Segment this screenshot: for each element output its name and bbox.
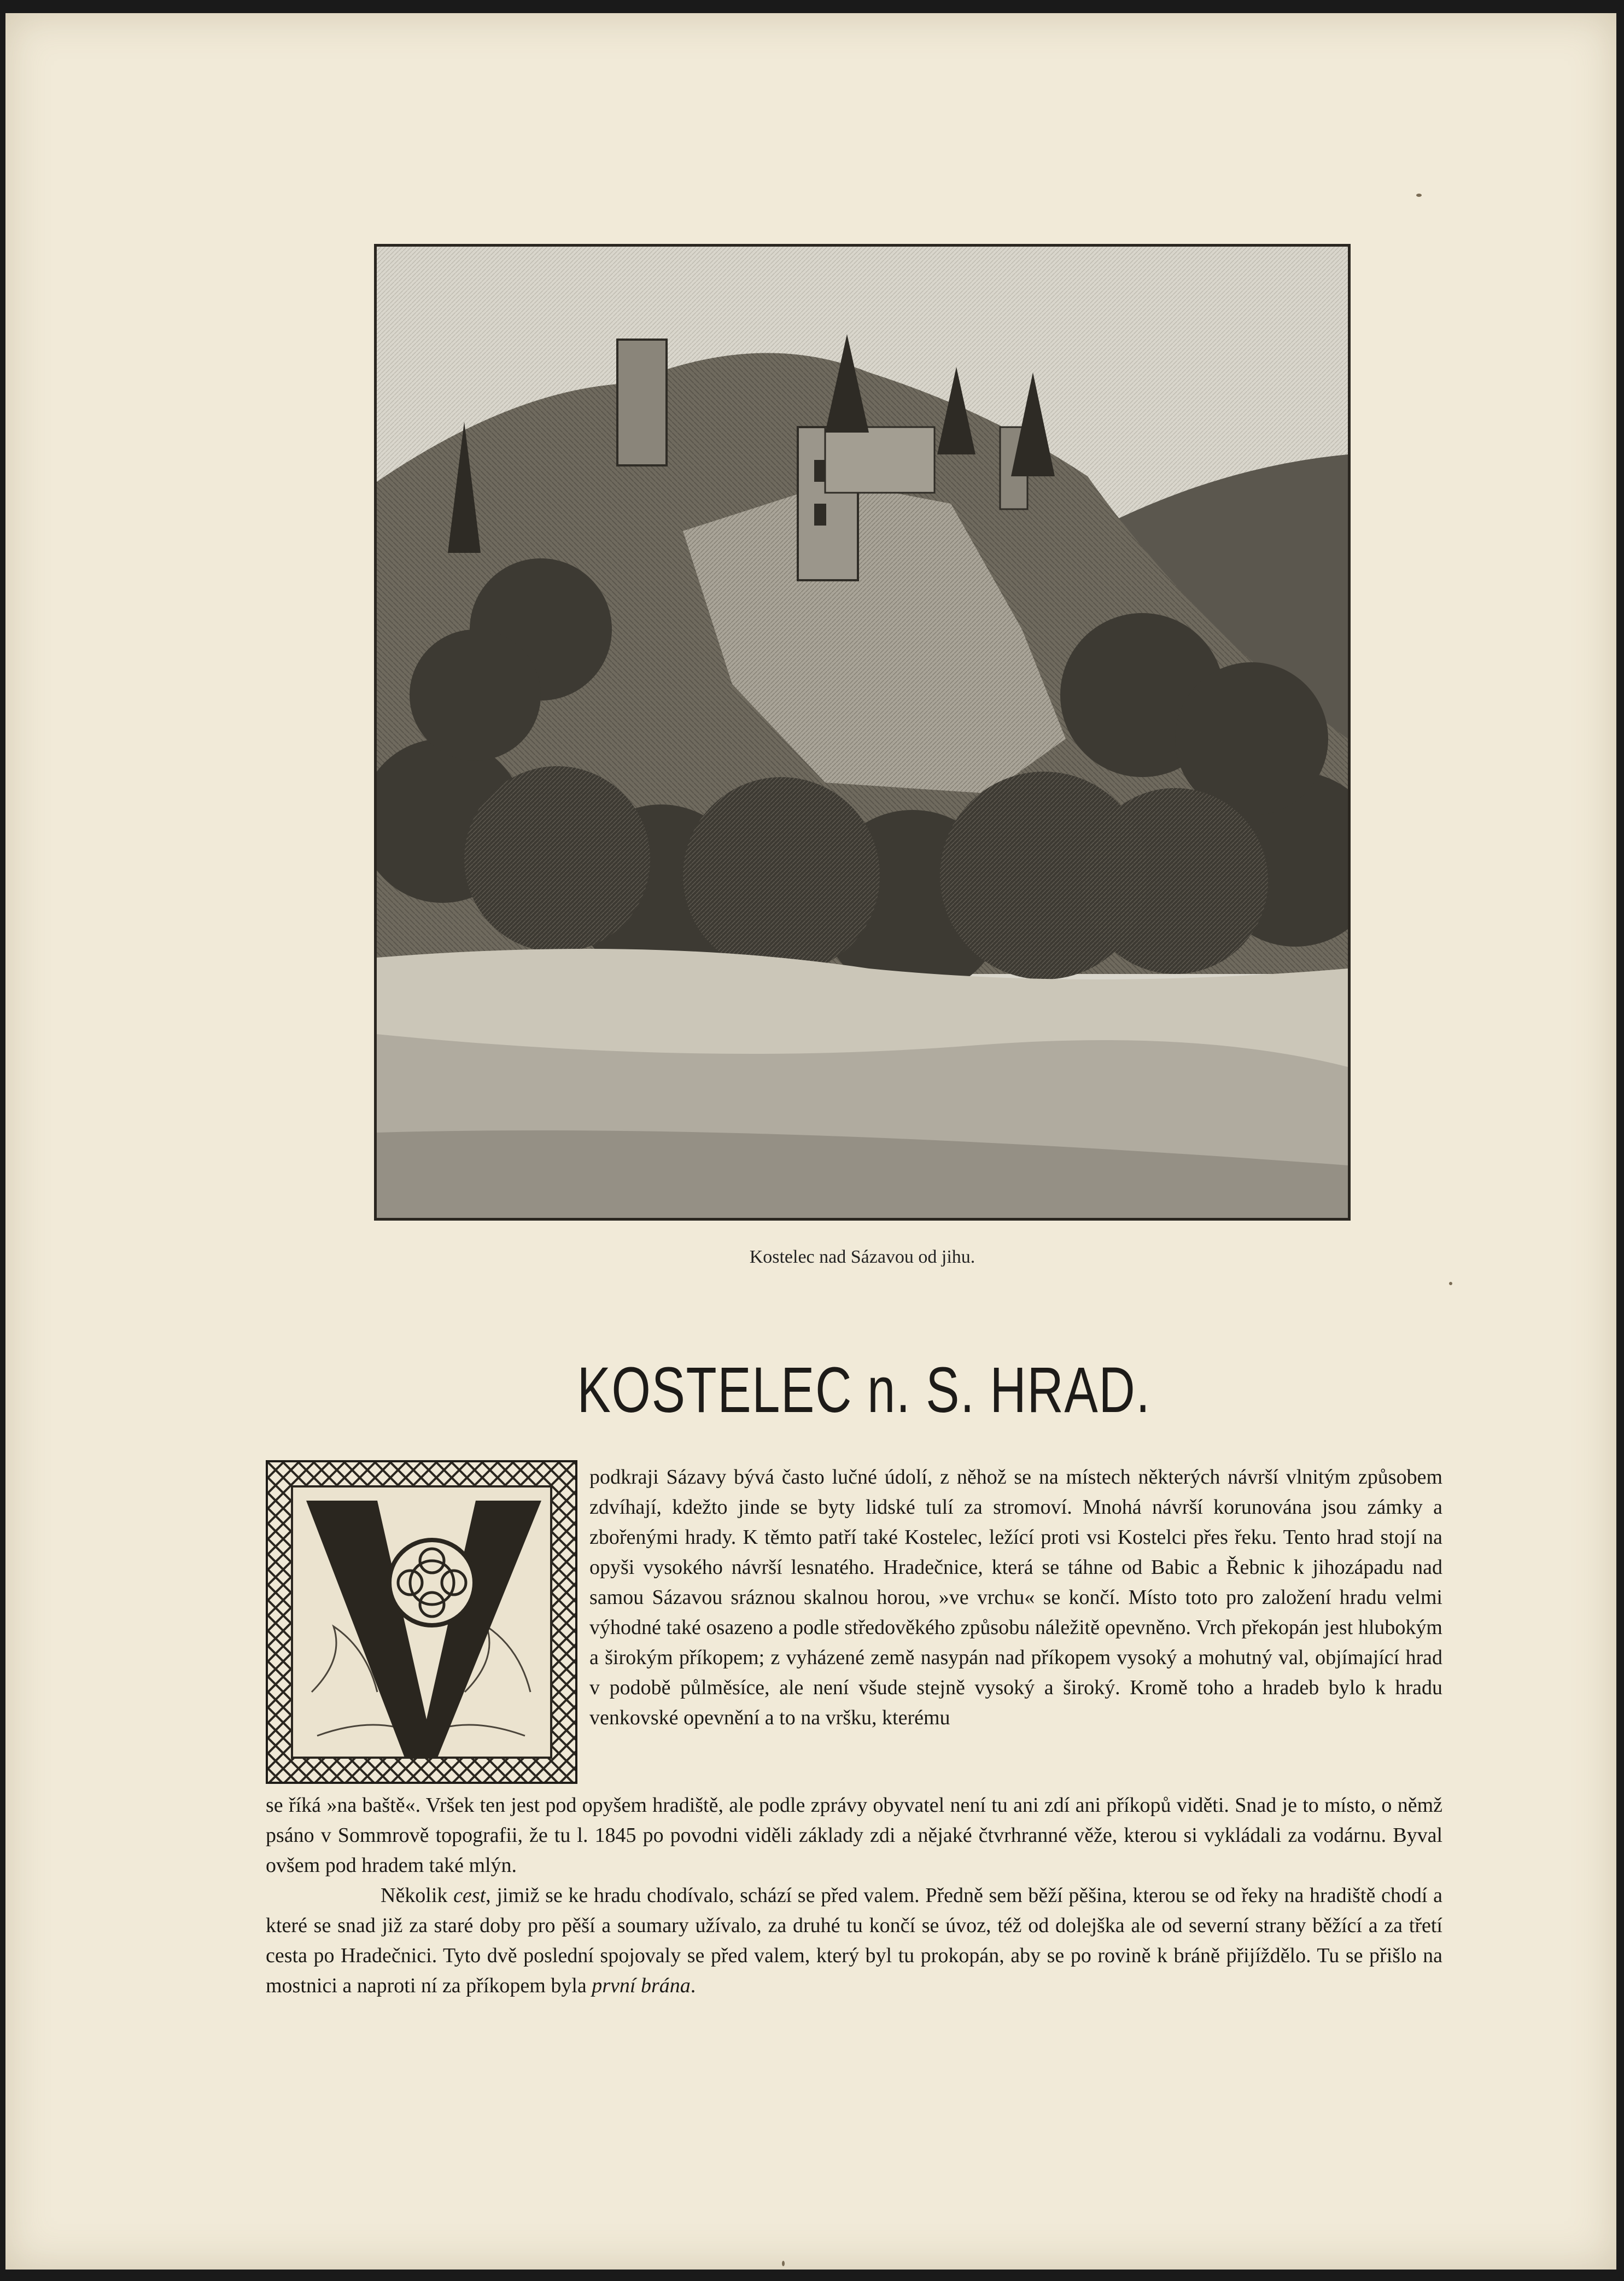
- paragraph-3-text-b: , jimiž se ke hradu chodívalo, schází se před valem. Předně sem běží pěšina, kterou se od řeky na hradiště chodí a které se snad již za staré doby pro pěší a soumary užívalo, za druhé tu končí se úvoz, též od dolejška ale od severní strany běžící a za třetí cesta po Hradečnici. Tyto dvě poslední spojovaly se před valem, který byl tu prokopán, aby se po rovině k bráně přijíždělo. Tu se přišlo na mostnici a naproti ní za příkopem byla: [266, 1884, 1442, 1997]
- book-page: [5, 13, 1616, 2270]
- decorated-initial: [266, 1460, 577, 1784]
- article-title: KOSTELEC n. S. HRAD.: [577, 1354, 1151, 1426]
- paper-speck: [1416, 194, 1422, 197]
- paragraph-2: se říká »na baště«. Vršek ten jest pod opyšem hradiště, ale podle zprávy obyvatel není tu ani zdí ani příkopů viděti. Snad je to místo, o němž psáno v Sommrově topografii, že tu l. 1845 po povodni viděli základy zdi a nějaké čtvrhranné věže, kterou si vykládali za vodárnu. Byval ovšem pod hradem také mlýn.: [266, 1794, 1442, 1877]
- paper-speck: [782, 2261, 785, 2266]
- paragraph-3-text-end: .: [690, 1974, 696, 1997]
- paragraph-3-italic-brana: první brána: [592, 1974, 691, 1997]
- figure-caption: Kostelec nad Sázavou od jihu.: [749, 1247, 975, 1267]
- paper-speck: [1449, 1282, 1452, 1285]
- paragraph-3-text-a: Několik: [381, 1884, 454, 1907]
- paragraph-1: podkraji Sázavy bývá často lučné údolí, z něhož se na místech některých návrší vlnitým způsobem zdvíhají, kdežto jinde se byty lidské tulí za stromoví. Mnohá návrší korunována jsou zámky a zbořenými hrady. K těmto patří také Kostelec, ležící proti vsi Kostelci přes řeku. Tento hrad stojí na opyši vysokého návrší lesnatého. Hradečnice, která se táhne od Babic a Řebnic k jihozápadu nad samou Sázavou sráznou skalnou horou, »ve vrchu« se končí. Místo toto pro založení hradu velmi výhodné také osazeno a podle středověkého způsobu náležitě opevněno. Vrch překopán jest hlubokým a širokým příkopem; z vyházené země nasypán nad příkopem vysoký a mohutný val, objímající hrad v podobě půlměsíce, ale není všude stejně vysoký a široký. Kromě toho a hradeb bylo k hradu venkovské opevnění a to na vršku, kterému: [589, 1466, 1442, 1729]
- castle-illustration: [374, 244, 1351, 1221]
- paragraph-3-italic-cest: cest: [453, 1884, 486, 1907]
- paragraph-3: [266, 1881, 1442, 2001]
